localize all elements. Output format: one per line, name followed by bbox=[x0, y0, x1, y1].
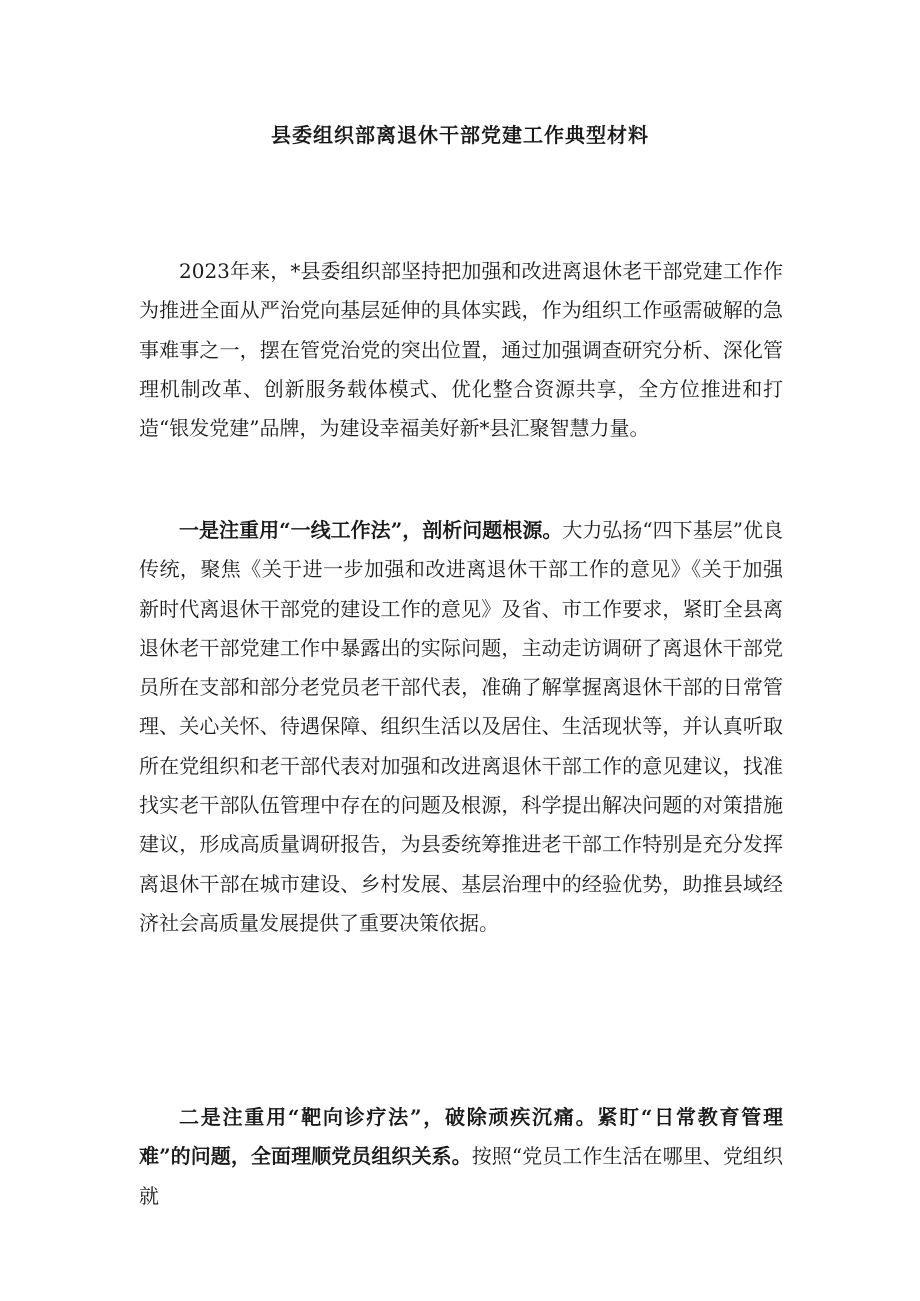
paragraph-lead: 二是注重用“靶向诊疗法”，破除顽疾沉痛。紧盯“日常教育管理难”的问题，全面理顺党员组织关系。 bbox=[139, 1105, 783, 1169]
paragraph-point-one bbox=[139, 511, 783, 943]
paragraph-body: 大力弘扬“四下基层”优良传统，聚焦《关于进一步加强和改进离退休干部工作的意见》《关于加强新时代离退休干部党的建设工作的意见》及省、市工作要求，紧盯全县离退休老干部党建工作中暴露出的实际问题，主动走访调研了离退休干部党员所在支部和部分老党员老干部代表，准确了解掌握离退休干部的日常管理、关心关怀、待遇保障、组织生活以及居住、生活现状等，并认真听取所在党组织和老干部代表对加强和改进离退休干部工作的意见建议，找准找实老干部队伍管理中存在的问题及根源，科学提出解决问题的对策措施建议，形成高质量调研报告，为县委统筹推进老干部工作特别是充分发挥离退休干部在城市建设、乡村发展、基层治理中的经验优势，助推县域经济社会高质量发展提供了重要决策依据。 bbox=[139, 518, 783, 935]
paragraph-lead: 一是注重用“一线工作法”，剖析问题根源。 bbox=[179, 518, 563, 542]
paragraph-body: 按照“党员工作生活在哪里、党组织就 bbox=[139, 1144, 783, 1208]
paragraph-body: 2023年来，*县委组织部坚持把加强和改进离退休老干部党建工作作为推进全面从严治党向基层延伸的具体实践，作为组织工作亟需破解的急事难事之一，摆在管党治党的突出位置，通过加强调查研究分析、深化管理机制改革、创新服务载体模式、优化整合资源共享，全方位推进和打造“银发党建”品牌，为建设幸福美好新*县汇聚智慧力量。 bbox=[139, 259, 783, 441]
paragraph-intro bbox=[139, 252, 783, 448]
paragraph-point-two bbox=[139, 1098, 783, 1216]
document-title: 县委组织部离退休干部党建工作典型材料 bbox=[271, 123, 649, 147]
